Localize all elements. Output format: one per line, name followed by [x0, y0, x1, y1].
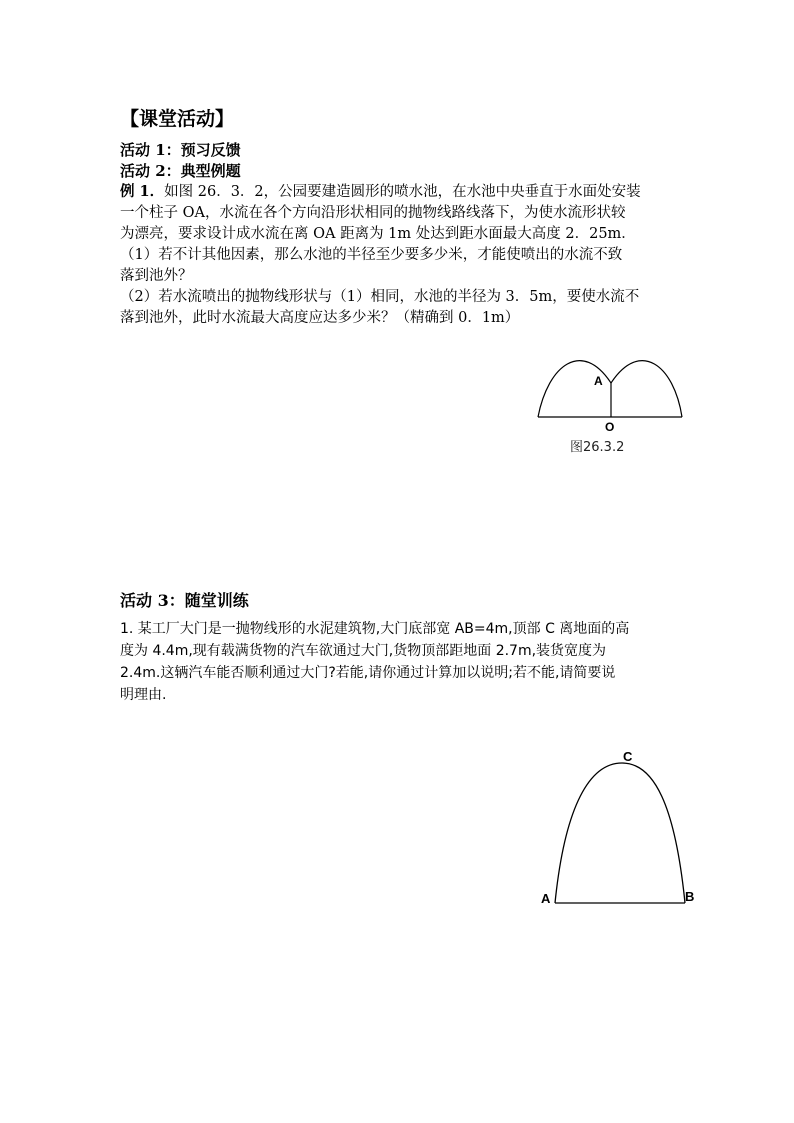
- training-problem: [120, 618, 690, 706]
- question-2-line-2: 落到池外，此时水流最大高度应达多少米？（精确到 0．1m）: [120, 310, 520, 326]
- problem-line-1: 1. 某工厂大门是一抛物线形的水泥建筑物,大门底部宽 AB=4m,顶部 C 离地面的高: [120, 621, 630, 637]
- figure-caption: 图26.3.2: [570, 440, 625, 455]
- left-parabola: [538, 361, 611, 417]
- example-line-2: 一个柱子 OA，水流在各个方向沿形状相同的抛物线路线落下，为使水流形状较: [120, 205, 626, 221]
- label-b: B: [685, 889, 695, 904]
- example-line-3: 为漂亮，要求设计成水流在离 OA 距离为 1m 处达到距水面最大高度 2．25m．: [120, 226, 636, 242]
- activity-2-title: 活动 2：典型例题: [120, 162, 241, 180]
- example-1: [120, 181, 690, 329]
- question-1-line-2: 落到池外？: [120, 268, 193, 284]
- example-text-1: 如图 26．3．2，公园要建造圆形的喷水池，在水池中央垂直于水面处安装: [164, 184, 641, 200]
- label-c: C: [623, 749, 633, 764]
- right-parabola: [611, 361, 682, 417]
- problem-line-3: 2.4m.这辆汽车能否顺利通过大门?若能,请你通过计算加以说明;若不能,请简要说: [120, 665, 616, 681]
- section-title: 【课堂活动】: [120, 108, 235, 130]
- label-o: O: [605, 420, 615, 434]
- question-1-line-1: （1）若不计其他因素，那么水池的半径至少要多少米，才能使喷出的水流不致: [120, 247, 623, 263]
- label-a: A: [594, 374, 603, 388]
- example-line-1: [120, 181, 690, 203]
- activity-3-title: 活动 3：随堂训练: [120, 591, 249, 610]
- problem-line-4: 明理由.: [120, 687, 167, 703]
- question-2-line-1: （2）若水流喷出的抛物线形状与（1）相同，水池的半径为 3．5m，要使水流不: [120, 289, 640, 305]
- activity-1-title: 活动 1：预习反馈: [120, 141, 241, 159]
- fountain-figure: [530, 345, 690, 435]
- gate-parabola: [555, 763, 685, 903]
- example-label: 例 1．: [120, 183, 165, 200]
- problem-line-2: 度为 4.4m,现有载满货物的汽车欲通过大门,货物顶部距地面 2.7m,装货宽度为: [120, 643, 607, 659]
- label-a: A: [541, 891, 551, 906]
- gate-figure: [535, 745, 705, 915]
